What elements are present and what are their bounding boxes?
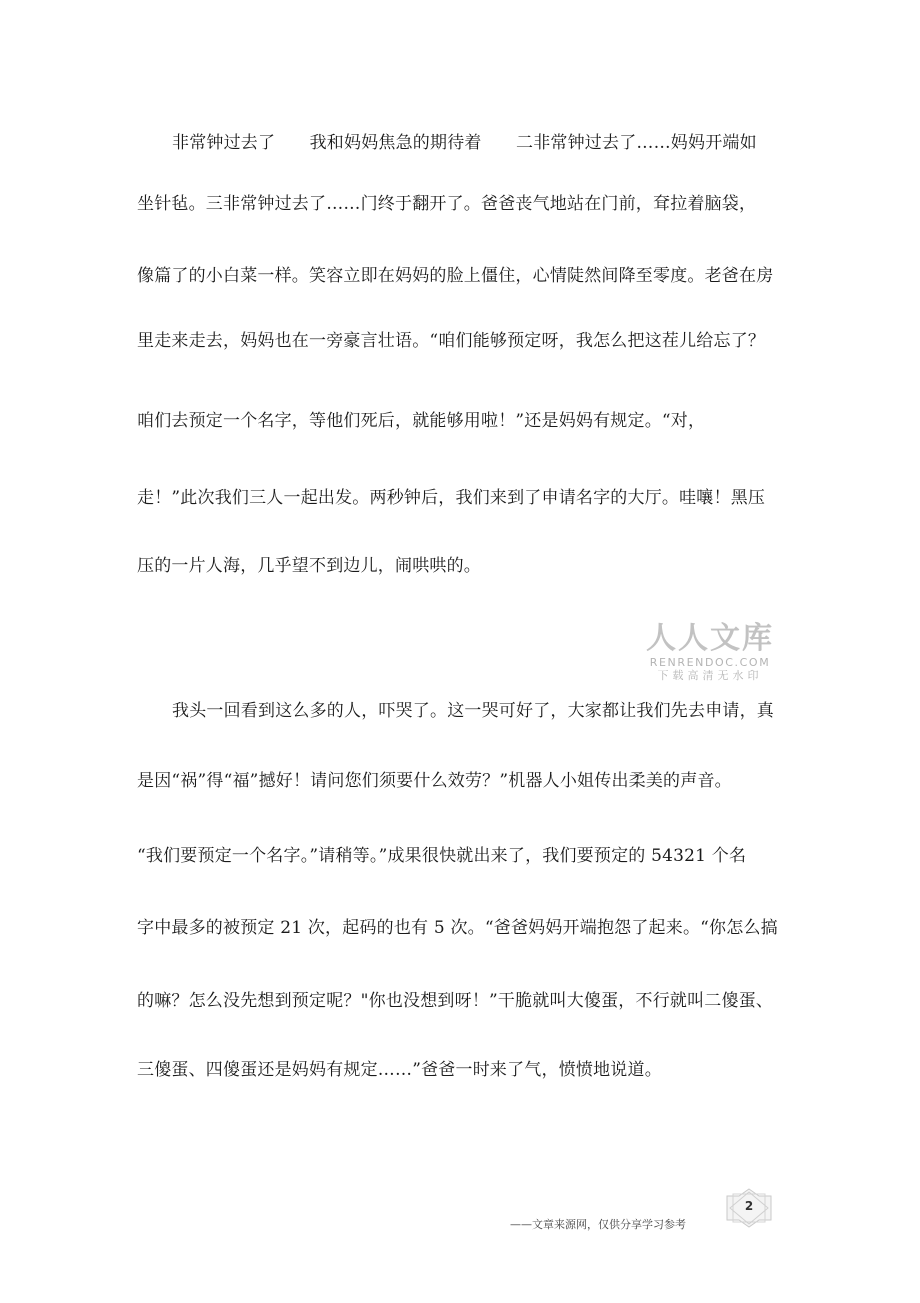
text-line: 咱们去预定一个名字，等他们死后，就能够用啦！”还是妈妈有规定。“对， bbox=[137, 411, 706, 431]
text-line: 我头一回看到这么多的人，吓哭了。这一哭可好了，大家都让我们先去申请，真 bbox=[172, 701, 774, 721]
text-line: 字中最多的被预定 21 次，起码的也有 5 次。“爸爸妈妈开端抱怨了起来。“你怎么搞 bbox=[137, 918, 778, 938]
page-number: 2 bbox=[744, 1199, 754, 1213]
text-line: 压的一片人海，几乎望不到边儿，闹哄哄的。 bbox=[137, 556, 481, 576]
text-line: 里走来走去，妈妈也在一旁豪言壮语。“咱们能够预定呀，我怎么把这茬儿给忘了？ bbox=[137, 331, 766, 351]
text-line: 走！”此次我们三人一起出发。两秒钟后，我们来到了申请名字的大厅。哇嚷！黑压 bbox=[137, 488, 766, 508]
text-line: 坐针毡。三非常钟过去了……门终于翻开了。爸爸丧气地站在门前，耷拉着脑袋， bbox=[137, 194, 757, 214]
watermark bbox=[640, 622, 780, 683]
footer-note: ——文章来源网，仅供分享学习参考 bbox=[510, 1218, 686, 1231]
text-line: 三傻蛋、四傻蛋还是妈妈有规定……”爸爸一时来了气，愤愤地说道。 bbox=[137, 1060, 662, 1080]
text-line: 的嘛？怎么没先想到预定呢？"你也没想到呀！”干脆就叫大傻蛋，不行就叫二傻蛋、 bbox=[137, 991, 774, 1011]
text-line: 是因“祸”得“福”撼好！请问您们须要什么效劳？”机器人小姐传出柔美的声音。 bbox=[137, 771, 732, 791]
text-line: “我们要预定一个名字。”请稍等。”成果很快就出来了，我们要预定的 54321 个名 bbox=[137, 846, 747, 866]
watermark-site: RENRENDOC.COM bbox=[649, 656, 771, 669]
watermark-subtitle: 下载高清无水印 bbox=[657, 669, 763, 682]
watermark-title: 人人文库 bbox=[646, 621, 774, 656]
text-line: 像篇了的小白菜一样。笑容立即在妈妈的脸上僵住，心情陡然间降至零度。老爸在房 bbox=[137, 266, 774, 286]
page-number-badge bbox=[724, 1188, 774, 1228]
text-line: 非常钟过去了 我和妈妈焦急的期待着 二非常钟过去了……妈妈开端如 bbox=[172, 133, 757, 153]
